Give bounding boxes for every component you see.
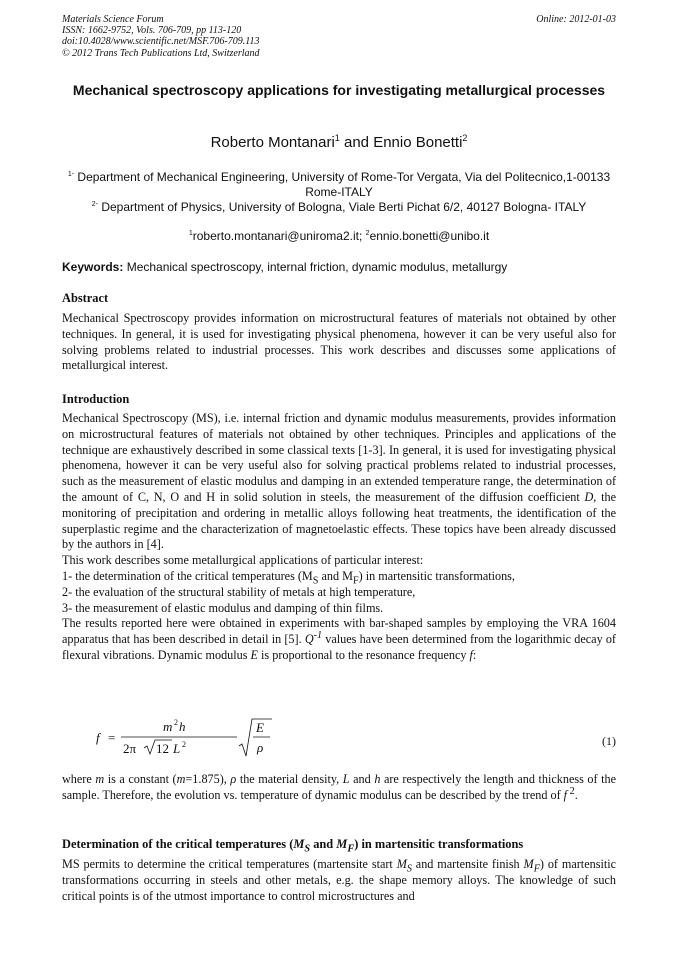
affiliation-1-text: Department of Mechanical Engineering, University of Rome-Tor Vergata, Via del Politecnico,1-00133 Rome-ITALY [74,170,611,200]
journal-doi[interactable]: doi:10.4028/www.scientific.net/MSF.706-709.113 [62,36,260,48]
s2-text-mf-sub: F [533,863,540,875]
item1-text-a: 1- the determination of the critical temperatures (M [62,568,313,583]
eq-equals: = [108,730,116,745]
section2-heading [62,837,616,855]
introduction-body [62,411,616,664]
intro-p1-text-b: the monitoring of precipitation and ordering in metallic alloys following heat treatments, the identification of the superplastic regime and the characterization of magnetoelastic effects. These topics have been already discussed by the authors in [4]. [62,489,616,552]
ae-text-b: is a constant ( [104,772,177,786]
ae-text-d: the material density, [236,772,343,786]
journal-header [62,14,616,59]
intro-list-item-3: 3- the measurement of elastic modulus and damping of thin films. [62,600,384,615]
ae-text-g: . [574,787,578,802]
intro-p3-symbol-e: E [250,647,258,662]
eq-num-m: m [163,719,173,734]
ae-f-exponent: 2 [567,785,575,797]
s2-heading-and: and [310,837,337,851]
intro-p3-text-c: is proportional to the resonance frequency [258,647,470,662]
s2-heading-ms: M [293,837,305,851]
intro-p3-symbol-f: f [469,647,473,662]
author-2-mark: 2 [462,133,468,143]
eq-num-h: h [179,719,186,734]
ae-symbol-h: h [374,772,381,786]
item1-sub-s: S [312,575,319,587]
ae-text-c: =1.875), [185,772,231,786]
item1-sub-f: F [352,575,359,587]
item1-text-b: and M [318,568,353,583]
intro-p1-symbol-d: D, [584,489,597,504]
affiliation-1-mark: 1- [67,171,75,178]
eq-num-m-exp: 2 [174,718,178,727]
after-equation-text [62,772,616,804]
eq-den-12: 12 [156,741,169,756]
affiliation-2-text: Department of Physics, University of Bologna, Viale Berti Pichat 6/2, 40127 Bologna- ITALY [97,200,587,215]
online-date: Online: 2012-01-03 [536,14,616,25]
eq-den-l-exp: 2 [182,740,186,749]
s2-text-ms-sub: S [406,863,412,875]
ae-symbol-m2: m [176,772,186,786]
ae-text-a: where [62,772,96,786]
ae-symbol-l: L [342,772,350,786]
s2-heading-a: Determination of the critical temperatures ( [62,837,294,851]
equation-1 [62,718,616,758]
journal-issn: ISSN: 1662-9752, Vols. 706-709, pp 113-120 [62,25,242,37]
intro-paragraph-3 [62,616,616,663]
journal-name: Materials Science Forum [62,14,164,25]
s2-text-mf: M [523,857,534,871]
email-2-mark: 2 [365,230,370,237]
abstract-text: Mechanical Spectroscopy provides information on microstructural features of materials not obtained by other techniques. In general, it is used for investigating physical phenomena, however it can be very useful also for solving problems related to industrial processes. This work describes and discusses some applications of metallurgical interest. [62,311,616,373]
affiliation-1 [62,170,616,200]
email-2[interactable]: ennio.bonetti@unibo.it [369,229,490,243]
section2-text [62,857,616,904]
email-line [62,229,616,243]
author-2: Ennio Bonetti [373,134,463,151]
s2-text-a: MS permits to determine the critical temperatures (martensite start [62,857,397,871]
email-1-mark: 1 [188,230,193,237]
s2-text-b: and martensite finish [411,857,524,871]
eq-lhs-f: f [96,730,100,745]
intro-p3-symbol-q: Q [304,632,314,647]
intro-p3-q-exponent: -1 [313,630,323,642]
intro-p3-text-a: The results reported here were obtained in experiments with bar-shaped samples by employing the VRA 1604 apparatus that has been described in detail in [5]. [62,616,616,647]
s2-text-c: ) of martensitic transformations occurring in steels and other metals, e.g. the shape memory alloys. The knowledge of such critical points is of the utmost importance to control microstructures and [62,857,617,903]
author-1-mark: 1 [334,133,340,143]
s2-heading-ms-sub: S [304,843,311,855]
email-1[interactable]: roberto.montanari@uniroma2.it; [192,229,366,243]
eq-den-2pi: 2π [123,741,137,756]
affiliation-2 [62,200,616,215]
keywords-text: Mechanical spectroscopy, internal friction, dynamic modulus, metallurgy [123,260,508,274]
equation-number: (1) [602,734,616,748]
ae-symbol-f: f [563,787,568,802]
eq-root-e: E [256,720,264,735]
s2-heading-mf-sub: F [347,843,355,855]
abstract-heading: Abstract [62,291,109,305]
keywords [62,260,616,274]
affiliation-2-mark: 2- [91,201,98,209]
intro-list-item-2: 2- the evaluation of the structural stability of metals at high temperature, [62,584,416,599]
intro-paragraph-2: This work describes some metallurgical applications of particular interest: [62,553,424,568]
eq-den-l: L [173,741,181,756]
intro-p3-text-b: values have been determined from the logarithmic decay of flexural vibrations. Dynamic modulus [62,632,616,662]
introduction-heading: Introduction [62,392,130,406]
intro-p3-text-d: : [472,647,477,662]
paper-title: Mechanical spectroscopy applications for investigating metallurgical processes [72,82,606,98]
journal-copyright: © 2012 Trans Tech Publications Ltd, Switzerland [62,47,260,59]
item1-text-c: ) in martensitic transformations, [358,568,515,583]
s2-text-ms: M [396,857,407,871]
s2-heading-b: ) in martensitic transformations [354,837,524,851]
ae-symbol-m: m [95,772,105,786]
author-line [62,134,616,151]
author-joiner: and [339,134,374,151]
intro-list-item-1 [62,569,616,585]
keywords-label: Keywords: [62,260,124,274]
equation-formula [92,718,292,758]
intro-paragraph-1 [62,411,616,553]
author-1: Roberto Montanari [210,134,335,151]
s2-heading-mf: M [336,837,348,851]
affiliations [62,170,616,216]
ae-symbol-rho: ρ [230,772,237,786]
ae-text-f: are respectively the length and thickness of the sample. Therefore, the evolution vs. temperature of dynamic modulus can be described by the trend of [62,772,617,802]
ae-text-e: and [349,772,375,786]
eq-root-rho: ρ [257,740,264,755]
intro-p1-text-a: Mechanical Spectroscopy (MS), i.e. internal friction and dynamic modulus measurements, provides information on microstructural features of materials not obtained by other techniques. Principles and applications of the technique are exhaustively described in some classical texts [1-3]. In general, it is used for investigating physical phenomena, however it can be very useful also for solving practical problems related to industrial processes, such as the measurement of elastic modulus and damping in an extended temperature range, the determination of the amount of C, N, O and H in solid solution in steels, the measurement of the diffusion coefficient [62,411,616,504]
